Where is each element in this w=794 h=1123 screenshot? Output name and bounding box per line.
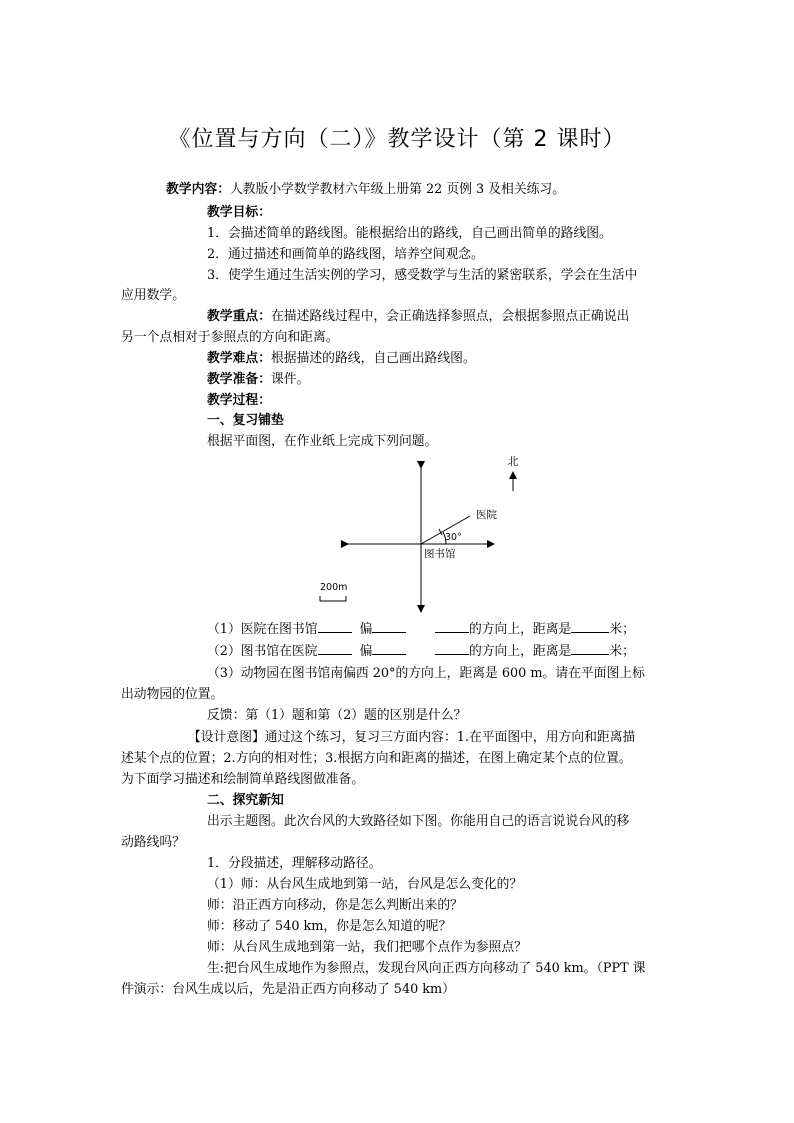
dialogue-1: （1）师：从台风生成地到第一站，台风是怎么变化的？: [207, 877, 523, 892]
library-label: 图书馆: [424, 548, 456, 560]
question-2-part-b: 偏: [359, 644, 373, 659]
section-1-title: 一、复习铺垫: [207, 413, 284, 428]
goal-3: 3．使学生通过生活实例的学习，感受数学与生活的紧密联系，学会在生活中: [207, 268, 638, 283]
design-intent-cont-1: 述某个点的位置；2.方向的相对性；3.根据方向和距离的描述，在图上确定某个点的位置。: [121, 751, 632, 766]
question-2-blank-3[interactable]: [435, 642, 469, 655]
question-2-part-a: （2）图书馆在医院: [207, 644, 318, 659]
teaching-key-text: 在描述路线过程中，会正确选择参照点，会根据参照点正确说出: [270, 309, 630, 324]
hospital-label: 医院: [476, 509, 497, 521]
page-title: 《位置与方向（二）》教学设计（第 2 课时）: [168, 127, 626, 152]
design-intent-cont-2: 为下面学习描述和绘制简单路线图做准备。: [121, 772, 365, 787]
goal-3-cont: 应用数学。: [121, 288, 185, 303]
question-2-blank-4[interactable]: [571, 642, 609, 655]
teaching-difficulty-text: 根据描述的路线，自己画出路线图。: [270, 351, 476, 366]
question-1-part-d: 米；: [609, 622, 635, 637]
teaching-content-text: 人教版小学数学教材六年级上册第 22 页例 3 及相关练习。: [229, 182, 566, 197]
north-label: 北: [507, 455, 519, 468]
teaching-goals-label: 教学目标：: [207, 205, 271, 220]
section-2-title: 二、探究新知: [207, 793, 284, 808]
teaching-key: [207, 307, 794, 327]
dialogue-5: 生:把台风生成地作为参照点，发现台风向正西方向移动了 540 km。（PPT 课: [207, 961, 646, 976]
section-1-intro: 根据平面图，在作业纸上完成下列问题。: [207, 434, 438, 449]
question-1: [207, 620, 794, 640]
question-1-part-a: （1）医院在图书馆: [207, 622, 318, 637]
teaching-key-label: 教学重点：: [207, 309, 271, 324]
teaching-prep-text: 课件。: [270, 372, 310, 387]
question-1-blank-3[interactable]: [435, 620, 469, 633]
step-1: 1．分段描述，理解移动路径。: [207, 856, 382, 871]
teaching-prep-label: 教学准备：: [207, 372, 271, 387]
scale-bar: [320, 596, 346, 601]
dialogue-5-cont: 件演示：台风生成以后，先是沿正西方向移动了 540 km）: [121, 982, 455, 997]
goal-2: 2．通过描述和画简单的路线图，培养空间观念。: [207, 247, 484, 262]
feedback: 反馈：第（1）题和第（2）题的区别是什么？: [207, 708, 467, 723]
question-2-part-c: 的方向上，距离是: [468, 644, 572, 659]
dialogue-3: 师：移动了 540 km，你是怎么知道的呢？: [207, 919, 452, 934]
section-2-text: 出示主题图。此次台风的大致路径如下图。你能用自己的语言说说台风的移: [207, 814, 630, 829]
question-1-blank-1[interactable]: [318, 620, 352, 633]
question-2-blank-2[interactable]: [372, 642, 406, 655]
question-1-part-b: 偏: [359, 622, 373, 637]
question-3: （3）动物园在图书馆南偏西 20°的方向上，距离是 600 m。请在平面图上标: [207, 666, 645, 681]
question-2: [207, 642, 794, 662]
question-1-part-c: 的方向上，距离是: [468, 622, 572, 637]
question-2-blank-1[interactable]: [318, 642, 352, 655]
scale-label: 200m: [320, 582, 348, 593]
section-2-text-cont: 动路线吗？: [121, 835, 185, 850]
teaching-difficulty: [207, 349, 794, 369]
goal-1: 1．会描述简单的路线图。能根据给出的路线，自己画出简单的路线图。: [207, 226, 612, 241]
teaching-prep: [207, 370, 794, 390]
teaching-process-label: 教学过程：: [207, 393, 271, 408]
teaching-content-label: 教学内容：: [166, 182, 230, 197]
dialogue-2: 师：沿正西方向移动，你是怎么判断出来的？: [207, 898, 463, 913]
teaching-key-cont: 另一个点相对于参照点的方向和距离。: [121, 330, 339, 345]
position-diagram: [300, 448, 540, 618]
teaching-content: [166, 180, 794, 200]
teaching-difficulty-label: 教学难点：: [207, 351, 271, 366]
question-1-blank-2[interactable]: [372, 620, 406, 633]
question-2-part-d: 米；: [609, 644, 635, 659]
design-intent: 【设计意图】通过这个练习，复习三方面内容：1.在平面图中，用方向和距离描: [188, 730, 636, 745]
question-1-blank-4[interactable]: [571, 620, 609, 633]
question-3-cont: 出动物园的位置。: [121, 687, 224, 702]
angle-label: 30°: [445, 532, 462, 543]
dialogue-4: 师：从台风生成地到第一站，我们把哪个点作为参照点？: [207, 940, 527, 955]
